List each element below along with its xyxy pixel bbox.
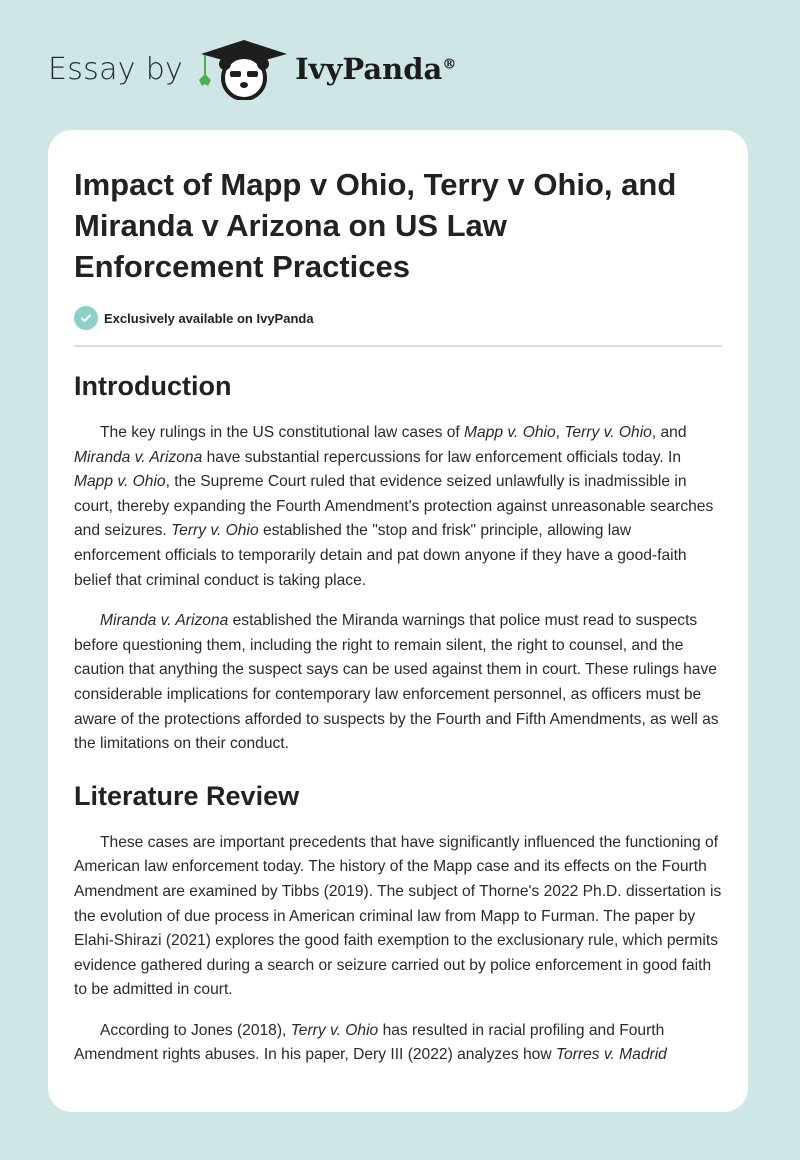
- text-segment: have substantial repercussions for law enforcement officials today. In: [202, 448, 682, 466]
- page-title: Impact of Mapp v Ohio, Terry v Ohio, and Miranda v Arizona on US Law Enforcement Practices: [74, 167, 677, 284]
- brand-name: IvyPanda: [295, 52, 443, 86]
- essay-body: [74, 369, 722, 1068]
- text-segment: established the "stop and frisk" principle, allowing law enforcement officials to temporarily detain and pat down anyone if they have a good-faith belief that criminal conduct is taking place.: [74, 522, 687, 589]
- exclusive-badge: [74, 305, 722, 331]
- paragraph: [74, 609, 722, 757]
- text-segment: The key rulings in the US constitutional law cases of: [100, 424, 465, 441]
- essay-by-label: Essay by: [48, 51, 184, 87]
- case-name: Miranda v. Arizona: [74, 448, 203, 466]
- text-segment: , and: [651, 424, 687, 441]
- case-name: Mapp v. Ohio: [74, 473, 166, 491]
- case-name: Miranda v. Arizona: [100, 612, 229, 630]
- text-segment: According to Jones (2018),: [100, 1021, 291, 1039]
- text-segment: , the Supreme Court ruled that evidence seized unlawfully is inadmissible in court, thereby expanding the Fourth Amendment's protection against unreasonable searches and seizures.: [74, 473, 714, 540]
- paragraph: [74, 421, 722, 593]
- case-name: Terry v. Ohio: [171, 522, 259, 540]
- divider: [74, 345, 722, 347]
- badge-text: Exclusively available on IvyPanda: [104, 310, 314, 326]
- essay-card: [48, 130, 748, 1112]
- paragraph: [74, 1019, 722, 1068]
- text-segment: ,: [555, 424, 565, 441]
- registered-mark: ®: [442, 56, 457, 73]
- check-circle-icon: [74, 306, 98, 330]
- text-segment: These cases are important precedents that have significantly influenced the functioning of American law enforcement today. The history of the Mapp case and its effects on the Fourth Amendment are examined by Tibbs (2019). The subject of Thorne's 2022 Ph.D. dissertation is the evolution of due process in American criminal law from Mapp to Furman. The paper by Elahi-Shirazi (2021) explores the good faith exemption to the exclusionary rule, which permits evidence gathered during a search or seizure carried out by police enforcement in good faith to be admitted in court.: [74, 833, 722, 999]
- section-heading: Literature Review: [74, 780, 300, 811]
- brand-header[interactable]: [48, 38, 456, 100]
- case-name: Terry v. Ohio: [290, 1021, 379, 1039]
- paragraph: [74, 831, 722, 1003]
- ivypanda-logo-icon: [199, 38, 289, 100]
- case-name: Terry v. Ohio: [564, 424, 652, 441]
- ivypanda-wordmark: [295, 52, 456, 86]
- case-name: Torres v. Madrid: [555, 1046, 667, 1064]
- section-heading: Introduction: [74, 371, 232, 401]
- text-segment: has resulted in racial profiling and Fourth Amendment rights abuses. In his paper, Dery III (2022) analyzes how: [74, 1021, 665, 1064]
- case-name: Mapp v. Ohio: [464, 424, 556, 441]
- text-segment: established the Miranda warnings that police must read to suspects before questioning them, including the right to remain silent, the right to counsel, and the caution that anything the suspect says can be used against them in court. These rulings have considerable implications for contemporary law enforcement personnel, as officers must be aware of the protections afforded to suspects by the Fourth and Fifth Amendments, as well as the limitations on their conduct.: [74, 612, 719, 753]
